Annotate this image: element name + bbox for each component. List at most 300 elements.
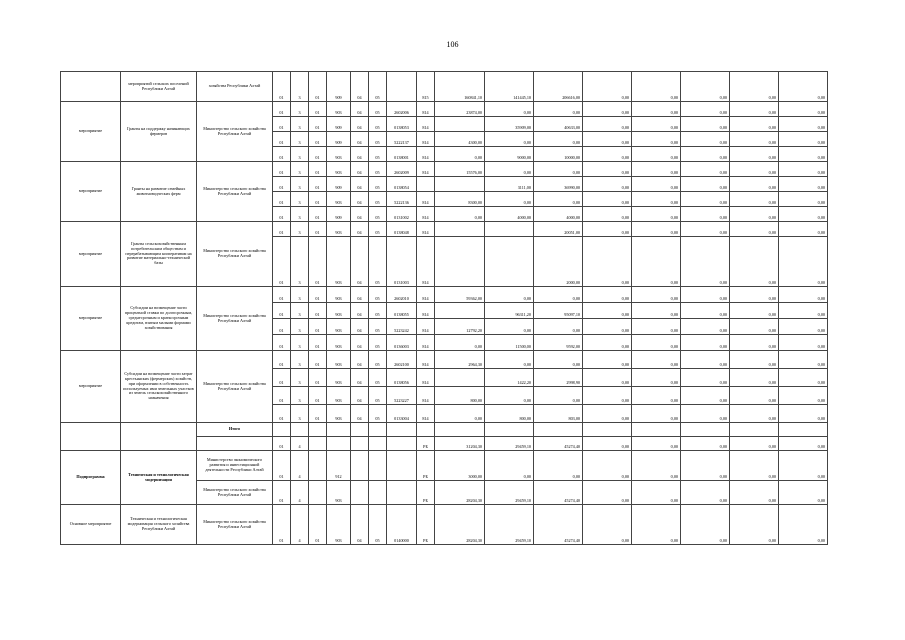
amount-cell: 800,00 [435, 387, 485, 405]
amount-cell: 0,00 [583, 147, 632, 162]
code-cell: 903 [327, 369, 351, 387]
code-cell: 04 [351, 147, 369, 162]
code-cell [291, 423, 309, 437]
code-cell: 04 [351, 207, 369, 222]
amount-cell: 3000,00 [435, 451, 485, 481]
amount-cell: 0,00 [730, 369, 779, 387]
code-cell: 903 [327, 303, 351, 319]
amount-cell: 15576,00 [435, 162, 485, 177]
code-cell: 909 [327, 117, 351, 132]
code-cell: 4 [291, 481, 309, 505]
amount-cell [435, 177, 485, 192]
amount-cell [435, 117, 485, 132]
amount-cell: 0,00 [632, 237, 681, 287]
code-cell [417, 177, 435, 192]
code-cell: 01 [273, 72, 291, 102]
amount-cell [632, 423, 681, 437]
code-cell: 815 [417, 72, 435, 102]
code-cell: 814 [417, 147, 435, 162]
code-cell: 01 [273, 222, 291, 237]
code-cell: 01 [309, 303, 327, 319]
amount-cell: 0,00 [730, 437, 779, 451]
row-name-cell: Субсидии на возмещение части процентной ставки по долгосрочным, среднесрочным и краткосрочным кредитам, взятым малыми формами хозяйствования [121, 287, 197, 351]
amount-cell: 59362,00 [435, 287, 485, 303]
code-cell [387, 437, 417, 451]
amount-cell: 20051,00 [534, 222, 583, 237]
amount-cell: 0,00 [632, 132, 681, 147]
code-cell: 05 [369, 287, 387, 303]
amount-cell [435, 303, 485, 319]
amount-cell: 0,00 [730, 505, 779, 545]
amount-cell: 0,00 [534, 162, 583, 177]
code-cell: 814 [417, 162, 435, 177]
amount-cell [485, 222, 534, 237]
amount-cell: 45274,40 [534, 481, 583, 505]
code-cell: 01 [309, 287, 327, 303]
amount-cell: 0,00 [583, 303, 632, 319]
amount-cell: 0,00 [779, 222, 828, 237]
amount-cell: 0,00 [779, 505, 828, 545]
code-cell: 01 [273, 117, 291, 132]
row-name-cell [121, 423, 197, 451]
amount-cell: 0,00 [583, 481, 632, 505]
code-cell: 903 [327, 102, 351, 117]
code-cell [417, 423, 435, 437]
amount-cell [730, 423, 779, 437]
code-cell: 0131003 [387, 237, 417, 287]
amount-cell: 0,00 [681, 319, 730, 335]
code-cell: 01 [309, 222, 327, 237]
code-cell: 05 [369, 351, 387, 369]
amount-cell: 0,00 [730, 192, 779, 207]
amount-cell [435, 369, 485, 387]
amount-cell: 0,00 [681, 303, 730, 319]
code-cell: 05 [369, 132, 387, 147]
amount-cell: 1422,20 [485, 369, 534, 387]
row-type-cell: мероприятие [61, 222, 121, 287]
amount-cell: 0,00 [583, 387, 632, 405]
amount-cell: 0,00 [632, 351, 681, 369]
amount-cell: 0,00 [534, 319, 583, 335]
page-number: 106 [446, 40, 459, 49]
amount-cell: 0,00 [779, 481, 828, 505]
amount-cell: 96311,20 [485, 303, 534, 319]
amount-cell: 0,00 [583, 222, 632, 237]
amount-cell [681, 423, 730, 437]
code-cell [387, 72, 417, 102]
amount-cell: 0,00 [632, 505, 681, 545]
code-cell [369, 423, 387, 437]
amount-cell: 0,00 [730, 451, 779, 481]
amount-cell: 0,00 [681, 335, 730, 351]
code-cell: 01 [309, 207, 327, 222]
amount-cell: 0,00 [779, 319, 828, 335]
code-cell: 0140000 [387, 505, 417, 545]
amount-cell: 23874,00 [435, 102, 485, 117]
table-row [61, 505, 828, 545]
code-cell: 3 [291, 369, 309, 387]
amount-cell: 0,00 [632, 72, 681, 102]
amount-cell: 0,00 [435, 405, 485, 423]
amount-cell: 0,00 [681, 437, 730, 451]
amount-cell: 12792,20 [435, 319, 485, 335]
code-cell: 01 [273, 505, 291, 545]
code-cell: 04 [351, 237, 369, 287]
code-cell: 5223227 [387, 387, 417, 405]
code-cell: 814 [417, 222, 435, 237]
amount-cell: 0,00 [632, 437, 681, 451]
amount-cell: 0,00 [779, 405, 828, 423]
amount-cell: 0,00 [632, 335, 681, 351]
code-cell: 814 [417, 335, 435, 351]
amount-cell: 0,00 [730, 405, 779, 423]
amount-cell: 4000,00 [534, 207, 583, 222]
table-row [61, 287, 828, 303]
code-cell [387, 481, 417, 505]
amount-cell: 0,00 [534, 102, 583, 117]
code-cell: 01 [309, 132, 327, 147]
amount-cell: 29459,10 [485, 505, 534, 545]
code-cell: 814 [417, 192, 435, 207]
code-cell [273, 423, 291, 437]
code-cell: 814 [417, 237, 435, 287]
amount-cell: 0,00 [534, 192, 583, 207]
amount-cell: 35909,00 [485, 117, 534, 132]
amount-cell: 0,00 [779, 287, 828, 303]
code-cell: 3 [291, 237, 309, 287]
amount-cell: 0,00 [632, 222, 681, 237]
code-cell: 01 [309, 369, 327, 387]
code-cell: 814 [417, 132, 435, 147]
row-name-cell: Техническая и технологическая модернизация сельского хозяйства Республики Алтай [121, 505, 197, 545]
code-cell: 3 [291, 319, 309, 335]
code-cell: 01 [273, 207, 291, 222]
code-cell: 01 [309, 335, 327, 351]
row-executor-cell: Министерство сельского хозяйства Республики Алтай [197, 351, 273, 423]
code-cell: 04 [351, 287, 369, 303]
amount-cell: 0,00 [583, 177, 632, 192]
code-cell: 3 [291, 405, 309, 423]
code-cell: 814 [417, 387, 435, 405]
amount-cell: 0,00 [730, 387, 779, 405]
code-cell: 05 [369, 177, 387, 192]
code-cell: 05 [369, 117, 387, 132]
amount-cell: 9000,00 [485, 147, 534, 162]
code-cell [369, 451, 387, 481]
amount-cell: 141445,10 [485, 72, 534, 102]
code-cell [309, 451, 327, 481]
code-cell: 01 [273, 303, 291, 319]
amount-cell: 45274,40 [534, 505, 583, 545]
code-cell: 2602010 [387, 287, 417, 303]
amount-cell: 0,00 [681, 351, 730, 369]
code-cell: 903 [327, 237, 351, 287]
amount-cell: 0,00 [730, 303, 779, 319]
code-cell [309, 437, 327, 451]
code-cell: 0138054 [387, 177, 417, 192]
code-cell: 0138056 [387, 369, 417, 387]
amount-cell: 0,00 [632, 481, 681, 505]
code-cell: 04 [351, 303, 369, 319]
code-cell: 814 [417, 303, 435, 319]
amount-cell: 2000,00 [534, 237, 583, 287]
code-cell: 3 [291, 192, 309, 207]
amount-cell: 0,00 [485, 387, 534, 405]
amount-cell: 0,00 [485, 451, 534, 481]
amount-cell: 803,00 [534, 405, 583, 423]
row-name-cell: Субсидии на возмещение части затрат крестьянских (фермерских) хозяйств, при оформлении в собственность используемых ими земельных участков из земель сельскохозяйственного назначения [121, 351, 197, 423]
amount-cell: 0,00 [730, 132, 779, 147]
code-cell: 903 [327, 351, 351, 369]
code-cell: 3 [291, 303, 309, 319]
amount-cell: 0,00 [730, 117, 779, 132]
code-cell: 05 [369, 335, 387, 351]
amount-cell: 0,00 [534, 387, 583, 405]
code-cell: 3 [291, 351, 309, 369]
amount-cell: 0,00 [583, 335, 632, 351]
code-cell [351, 451, 369, 481]
amount-cell: 0,00 [730, 147, 779, 162]
code-cell: 2602006 [387, 102, 417, 117]
code-cell: 01 [273, 177, 291, 192]
code-cell: РБ [417, 481, 435, 505]
amount-cell: 160841,10 [435, 72, 485, 102]
code-cell: 903 [327, 162, 351, 177]
code-cell: 01 [309, 387, 327, 405]
code-cell: 04 [351, 387, 369, 405]
amount-cell: 0,00 [583, 319, 632, 335]
amount-cell: 0,00 [583, 102, 632, 117]
code-cell: 05 [369, 72, 387, 102]
code-cell: 814 [417, 117, 435, 132]
amount-cell: 0,00 [534, 351, 583, 369]
code-cell: 04 [351, 177, 369, 192]
code-cell [387, 423, 417, 437]
code-cell: 01 [309, 162, 327, 177]
amount-cell: 0,00 [681, 177, 730, 192]
code-cell: 01 [273, 192, 291, 207]
amount-cell: 0,00 [583, 287, 632, 303]
code-cell: 01 [273, 451, 291, 481]
amount-cell: 0,00 [435, 147, 485, 162]
row-executor-cell: Министерство сельского хозяйства Республики Алтай [197, 287, 273, 351]
code-cell: 814 [417, 207, 435, 222]
code-cell: 5223242 [387, 319, 417, 335]
code-cell: 4 [291, 451, 309, 481]
code-cell: 04 [351, 335, 369, 351]
code-cell: РБ [417, 505, 435, 545]
code-cell: 01 [309, 405, 327, 423]
amount-cell: 0,00 [583, 192, 632, 207]
amount-cell: 800,00 [485, 405, 534, 423]
amount-cell: 0,00 [681, 387, 730, 405]
amount-cell: 0,00 [730, 162, 779, 177]
code-cell: 3 [291, 177, 309, 192]
code-cell: 05 [369, 147, 387, 162]
amount-cell: 0,00 [730, 72, 779, 102]
code-cell: РБ [417, 437, 435, 451]
code-cell: 3 [291, 335, 309, 351]
amount-cell: 0,00 [534, 451, 583, 481]
code-cell: 0138001 [387, 147, 417, 162]
code-cell: 05 [369, 387, 387, 405]
amount-cell: 0,00 [583, 369, 632, 387]
table-row [61, 162, 828, 177]
amount-cell: 0,00 [779, 177, 828, 192]
code-cell: 5222137 [387, 132, 417, 147]
amount-cell: 8300,00 [435, 192, 485, 207]
amount-cell: 0,00 [730, 237, 779, 287]
amount-cell: 0,00 [681, 505, 730, 545]
code-cell: 3 [291, 102, 309, 117]
amount-cell: 0,00 [779, 303, 828, 319]
amount-cell: 0,00 [779, 102, 828, 117]
code-cell: 909 [327, 207, 351, 222]
amount-cell: 10000,00 [534, 147, 583, 162]
code-cell: 814 [417, 319, 435, 335]
code-cell: 01 [273, 147, 291, 162]
code-cell: 01 [309, 319, 327, 335]
amount-cell [485, 423, 534, 437]
code-cell: 814 [417, 287, 435, 303]
row-executor-cell: Итого [197, 423, 273, 437]
amount-cell [485, 237, 534, 287]
amount-cell: 4000,00 [485, 207, 534, 222]
amount-cell: 0,00 [632, 162, 681, 177]
amount-cell: 0,00 [485, 162, 534, 177]
amount-cell: 0,00 [681, 405, 730, 423]
amount-cell: 0,00 [730, 222, 779, 237]
code-cell: 01 [273, 369, 291, 387]
amount-cell: 0,00 [632, 102, 681, 117]
code-cell: 05 [369, 237, 387, 287]
row-executor-cell: Министерство экономического развития и инвестиционной деятельности Республики Алтай [197, 451, 273, 481]
code-cell [309, 423, 327, 437]
budget-table [60, 71, 828, 545]
code-cell: 01 [273, 405, 291, 423]
row-type-cell: Подпрограмма [61, 451, 121, 505]
amount-cell: 0,00 [681, 117, 730, 132]
row-type-cell: Основное мероприятие [61, 505, 121, 545]
code-cell: 01 [273, 387, 291, 405]
row-executor-cell: Министерство сельского хозяйства Республики Алтай [197, 481, 273, 505]
row-executor-cell: Министерство сельского хозяйства Республики Алтай [197, 505, 273, 545]
amount-cell: 4300,00 [435, 132, 485, 147]
amount-cell: 95097,10 [534, 303, 583, 319]
code-cell: 01 [273, 319, 291, 335]
code-cell: 2602009 [387, 162, 417, 177]
amount-cell: 0,00 [681, 287, 730, 303]
amount-cell: 0,00 [485, 132, 534, 147]
amount-cell: 31204,30 [435, 437, 485, 451]
code-cell: 814 [417, 102, 435, 117]
amount-cell: 0,00 [779, 351, 828, 369]
amount-cell: 36990,00 [534, 177, 583, 192]
amount-cell: 0,00 [681, 451, 730, 481]
amount-cell: 0,00 [632, 287, 681, 303]
amount-cell: 0,00 [681, 222, 730, 237]
amount-cell: 0,00 [632, 369, 681, 387]
code-cell: РБ [417, 451, 435, 481]
amount-cell [779, 423, 828, 437]
code-cell: 0138055 [387, 303, 417, 319]
code-cell: 04 [351, 405, 369, 423]
code-cell: 3 [291, 72, 309, 102]
table-row [61, 423, 828, 437]
code-cell: 05 [369, 162, 387, 177]
amount-cell: 0,00 [583, 72, 632, 102]
code-cell [351, 423, 369, 437]
amount-cell: 0,00 [583, 207, 632, 222]
code-cell: 0138053 [387, 117, 417, 132]
amount-cell: 0,00 [779, 207, 828, 222]
code-cell: 3 [291, 287, 309, 303]
amount-cell: 0,00 [681, 102, 730, 117]
code-cell: 814 [417, 369, 435, 387]
table-row [61, 72, 828, 102]
code-cell: 04 [351, 132, 369, 147]
code-cell: 01 [273, 335, 291, 351]
amount-cell: 0,00 [534, 132, 583, 147]
amount-cell: 0,00 [435, 207, 485, 222]
code-cell: 01 [273, 287, 291, 303]
amount-cell: 11500,00 [485, 335, 534, 351]
code-cell: 01 [309, 237, 327, 287]
code-cell: 04 [351, 505, 369, 545]
row-type-cell [61, 423, 121, 451]
code-cell: 05 [369, 405, 387, 423]
code-cell: 04 [351, 351, 369, 369]
code-cell: 912 [327, 451, 351, 481]
code-cell: 903 [327, 287, 351, 303]
code-cell: 04 [351, 222, 369, 237]
amount-cell [435, 237, 485, 287]
row-type-cell [61, 72, 121, 102]
code-cell: 01 [309, 102, 327, 117]
amount-cell: 0,00 [485, 319, 534, 335]
amount-cell: 29459,10 [485, 481, 534, 505]
amount-cell: 0,00 [730, 207, 779, 222]
table-row [61, 222, 828, 237]
row-name-cell: Техническая и технологическая модернизация [121, 451, 197, 505]
amount-cell: 0,00 [583, 405, 632, 423]
code-cell [327, 423, 351, 437]
code-cell: 903 [327, 222, 351, 237]
row-executor-cell: Министерство сельского хозяйства Республики Алтай [197, 162, 273, 222]
code-cell: 04 [351, 117, 369, 132]
code-cell: 909 [327, 177, 351, 192]
row-executor-cell [197, 437, 273, 451]
amount-cell: 0,00 [632, 147, 681, 162]
code-cell: 05 [369, 319, 387, 335]
code-cell: 01 [273, 481, 291, 505]
code-cell: 3 [291, 162, 309, 177]
code-cell: 01 [309, 192, 327, 207]
amount-cell: 28204,30 [435, 481, 485, 505]
code-cell: 01 [309, 72, 327, 102]
code-cell: 01 [273, 132, 291, 147]
code-cell: 3 [291, 117, 309, 132]
amount-cell: 0,00 [583, 132, 632, 147]
code-cell: 05 [369, 207, 387, 222]
row-type-cell: мероприятие [61, 162, 121, 222]
amount-cell: 3111,00 [485, 177, 534, 192]
amount-cell: 206616,00 [534, 72, 583, 102]
code-cell: 3 [291, 387, 309, 405]
amount-cell: 0,00 [779, 132, 828, 147]
amount-cell: 0,00 [779, 162, 828, 177]
code-cell [369, 481, 387, 505]
